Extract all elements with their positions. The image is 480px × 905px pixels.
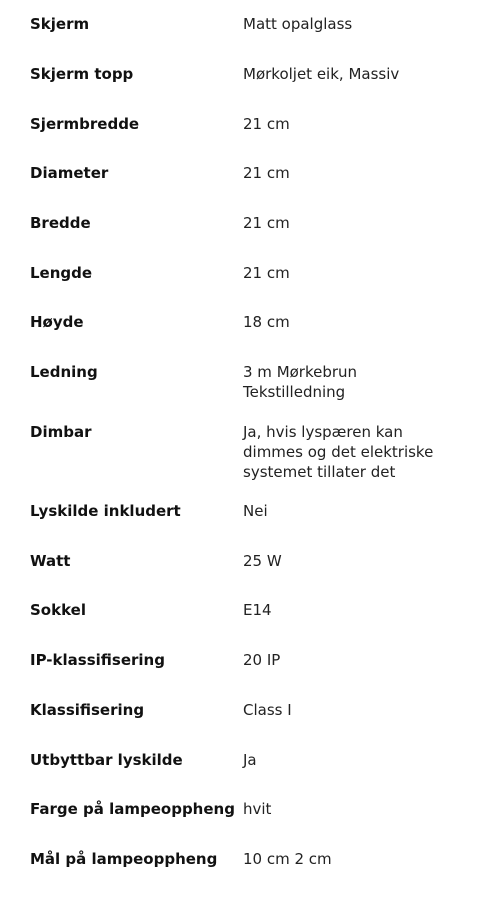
- spec-label: Diameter: [30, 164, 109, 182]
- spec-value: Class I: [243, 701, 292, 719]
- spec-label: Utbyttbar lyskilde: [30, 751, 183, 769]
- spec-value: 3 m Mørkebrun Tekstilledning: [243, 363, 358, 401]
- spec-label: IP-klassifisering: [30, 651, 165, 669]
- spec-value: Matt opalglass: [243, 15, 353, 33]
- spec-value: E14: [243, 601, 272, 619]
- spec-value: Mørkoljet eik, Massiv: [243, 65, 400, 83]
- spec-value: hvit: [243, 800, 272, 818]
- spec-label: Dimbar: [30, 423, 92, 441]
- spec-value: Ja, hvis lyspæren kan dimmes og det elektriske systemet tillater det: [243, 423, 434, 481]
- spec-label: Ledning: [30, 363, 98, 381]
- spec-label: Lyskilde inkludert: [30, 502, 181, 520]
- spec-label: Farge på lampeoppheng: [30, 800, 235, 818]
- spec-label: Bredde: [30, 214, 91, 232]
- spec-value: 25 W: [243, 552, 282, 570]
- spec-value: Nei: [243, 502, 268, 520]
- spec-label: Høyde: [30, 313, 84, 331]
- spec-value: 21 cm: [243, 164, 290, 182]
- spec-value: 21 cm: [243, 214, 290, 232]
- spec-label: Sokkel: [30, 601, 86, 619]
- spec-value: 18 cm: [243, 313, 290, 331]
- spec-value: 21 cm: [243, 115, 290, 133]
- spec-value: 10 cm 2 cm: [243, 850, 332, 868]
- spec-label: Lengde: [30, 264, 93, 282]
- spec-value: Ja: [243, 751, 257, 769]
- spec-label: Watt: [30, 552, 71, 570]
- spec-label: Sjermbredde: [30, 115, 140, 133]
- spec-label: Mål på lampeoppheng: [30, 850, 218, 868]
- spec-label: Skjerm: [30, 15, 90, 33]
- spec-value: 20 IP: [243, 651, 281, 669]
- spec-label: Klassifisering: [30, 701, 145, 719]
- spec-label: Skjerm topp: [30, 65, 134, 83]
- spec-value: 21 cm: [243, 264, 290, 282]
